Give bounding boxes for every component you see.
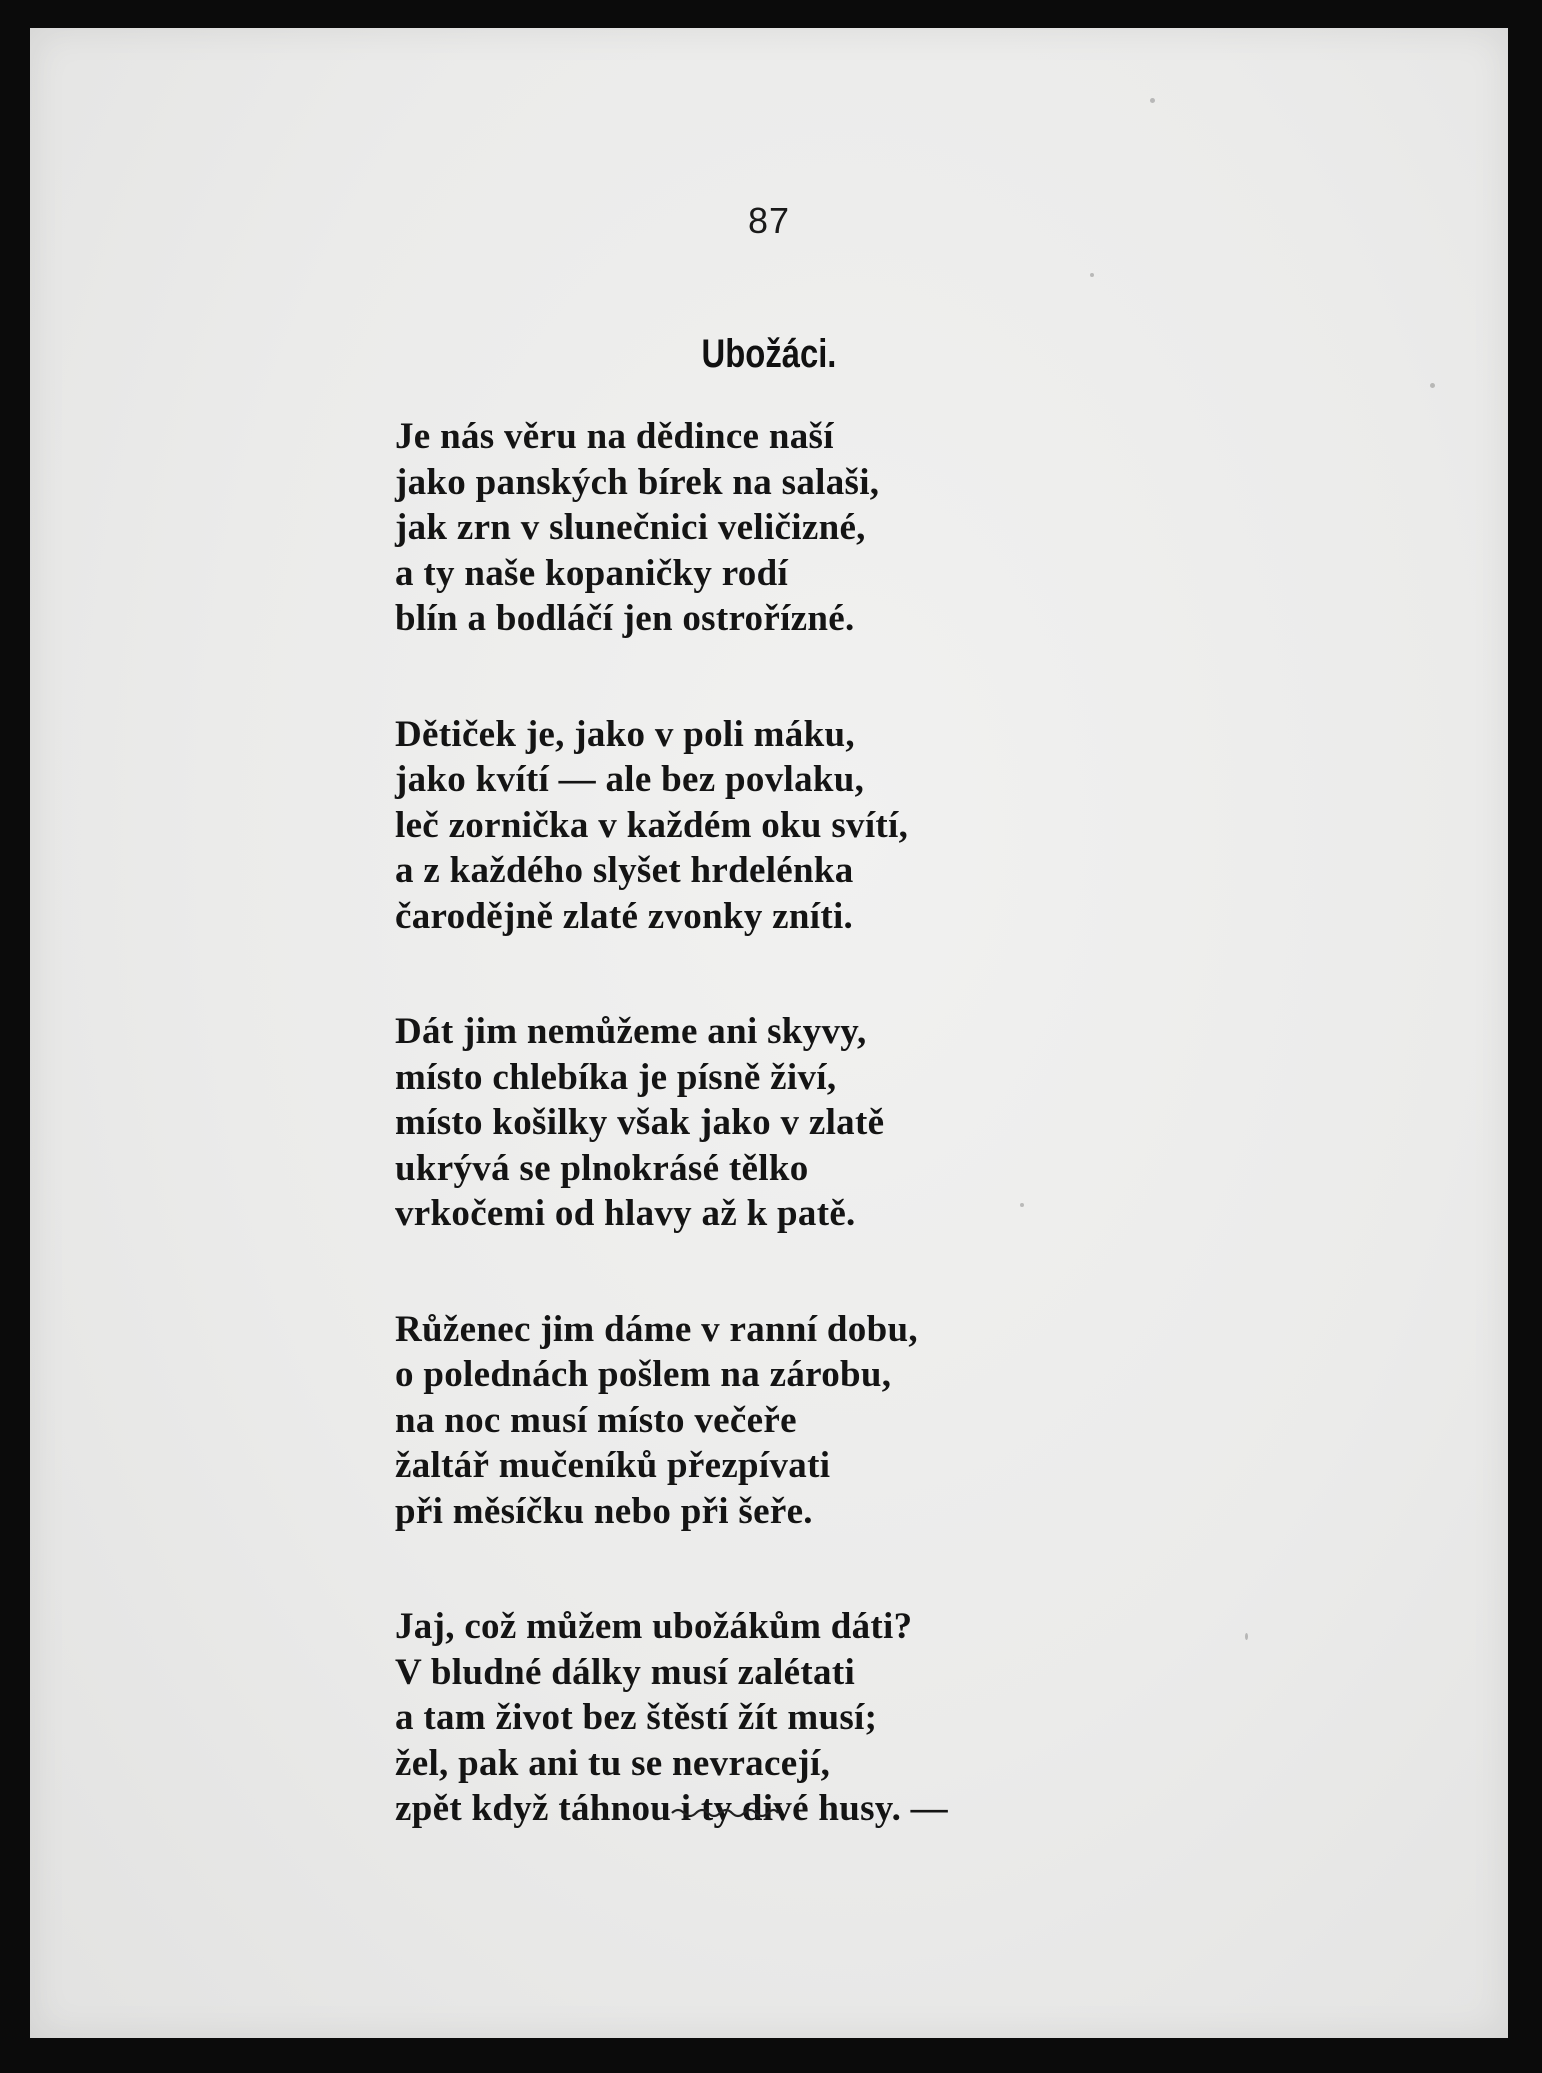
verse-line: místo košilky však jako v zlatě	[395, 1102, 885, 1143]
verse-line: čarodějně zlaté zvonky zníti.	[395, 895, 854, 937]
page-number: 87	[747, 200, 791, 241]
verse-line: Růženec jim dáme v ranní dobu,	[395, 1308, 918, 1350]
paper-speck	[1090, 273, 1094, 277]
verse-line: jako panských bírek na salaši,	[395, 461, 880, 503]
verse-line: žaltář mučeníků přezpívati	[395, 1445, 831, 1486]
verse-line: jak zrn v slunečnici veličizné,	[395, 507, 866, 548]
tilde-rule-ornament	[670, 1804, 780, 1818]
verse-line: žel, pak ani tu se nevracejí,	[395, 1742, 831, 1784]
verse-line: blín a bodláčí jen ostrořízné.	[395, 598, 855, 639]
paper-speck	[1150, 98, 1155, 103]
verse-line: leč zornička v každém oku svítí,	[395, 804, 909, 846]
verse-line: Dát jim nemůžeme ani skyvy,	[395, 1011, 867, 1052]
verse-line: a z každého slyšet hrdelénka	[395, 850, 854, 891]
verse-line: Dětiček je, jako v poli máku,	[395, 713, 855, 755]
verse-line: a tam život bez štěstí žít musí;	[395, 1697, 878, 1738]
verse-line: Jaj, což můžem ubožákům dáti?	[395, 1606, 913, 1647]
stanza-4	[395, 1307, 1115, 1535]
verse-line: jako kvítí — ale bez povlaku,	[395, 759, 865, 800]
verse-line: V bludné dálky musí zalétati	[395, 1651, 856, 1693]
poem-body	[395, 414, 1115, 1902]
stanza-5	[395, 1604, 1115, 1832]
stanza-1	[395, 414, 1115, 642]
verse-line: při měsíčku nebo při šeře.	[395, 1490, 813, 1532]
verse-line: Je nás věru na dědince naší	[395, 416, 834, 457]
verse-line: zpět když táhnou i ty divé husy. —	[395, 1788, 948, 1829]
verse-line: místo chlebíka je písně živí,	[395, 1056, 837, 1098]
paper-speck	[1245, 1633, 1248, 1640]
stanza-3	[395, 1009, 1115, 1237]
paper-speck	[1430, 383, 1435, 388]
stanza-2	[395, 712, 1115, 940]
verse-line: o polednách pošlem na zárobu,	[395, 1354, 892, 1395]
verse-line: vrkočemi od hlavy až k patě.	[395, 1193, 856, 1234]
verse-line: a ty naše kopaničky rodí	[395, 552, 789, 594]
verse-line: na noc musí místo večeře	[395, 1399, 797, 1441]
verse-line: ukrývá se plnokrásé tělko	[395, 1147, 809, 1189]
poem-title: Ubožáci.	[701, 332, 837, 376]
book-page	[30, 28, 1508, 2038]
